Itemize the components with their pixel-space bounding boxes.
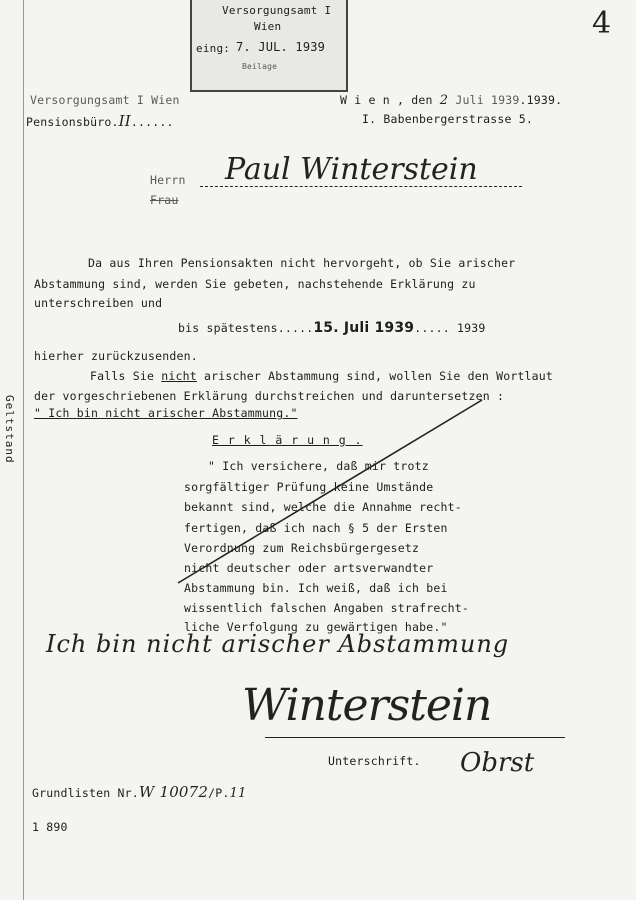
declaration-line-5: Verordnung zum Reichsbürgergesetz <box>184 541 420 555</box>
para1-line1: Da aus Ihren Pensionsakten nicht hervorgeht, ob Sie arischer <box>88 256 516 270</box>
deadline-suffix: ..... 1939 <box>414 321 486 335</box>
grundlisten-line <box>32 783 247 801</box>
para1-line2: Abstammung sind, werden Sie gebeten, nachstehende Erklärung zu <box>34 277 476 291</box>
page-ref-hand: 11 <box>229 786 247 801</box>
stamp-office: Versorgungsamt I <box>222 4 332 17</box>
grundlisten-label: Grundlisten Nr. <box>32 786 139 800</box>
declaration-heading: E r k l ä r u n g . <box>212 433 363 447</box>
address-line: I. Babenbergerstrasse 5. <box>362 112 533 126</box>
declaration-line-9: liche Verfolgung zu gewärtigen habe." <box>184 620 448 634</box>
signature-extra: Obrst <box>460 748 535 778</box>
dept-label: Pensionsbüro. <box>26 115 119 129</box>
form-number: 1 890 <box>32 820 68 834</box>
declaration-line-2: sorgfältiger Prüfung keine Umstände <box>184 480 434 494</box>
return-line: hierher zurückzusenden. <box>34 349 198 363</box>
para2-a: Falls Sie <box>90 369 162 383</box>
frau-label: Frau <box>150 193 179 207</box>
date-stamp: Juli 1939 <box>455 93 520 107</box>
declaration-line-4: fertigen, daß ich nach § 5 der Ersten <box>184 521 448 535</box>
dept-hand: II <box>118 112 131 130</box>
quote-line: " Ich bin nicht arischer Abstammung." <box>34 406 298 420</box>
place: W i e n , den <box>340 93 433 107</box>
para2-nicht: nicht <box>161 369 197 383</box>
handwritten-statement: Ich bin nicht arischer Abstammung <box>46 630 510 658</box>
date-year: .1939. <box>519 93 563 107</box>
declaration-line-3: bekannt sind, welche die Annahme recht- <box>184 500 462 514</box>
stamp-received-label: eing: <box>196 42 231 55</box>
page-ref: /P. <box>208 786 230 800</box>
stamp-sub: Beilage <box>242 62 278 71</box>
declaration-line-6: nicht deutscher oder artsverwandter <box>184 561 434 575</box>
signature-label: Unterschrift. <box>328 754 421 768</box>
page-number: 4 <box>592 6 612 41</box>
date-hand: 2 <box>439 93 449 108</box>
side-margin-text: Geltstand <box>3 395 16 464</box>
para2-b: arischer Abstammung sind, wollen Sie den Wortlaut <box>196 369 554 383</box>
deadline-stamp: 15. Juli 1939 <box>313 320 415 336</box>
dept-dots: ...... <box>130 115 174 129</box>
signature-line <box>265 737 565 738</box>
signature: Winterstein <box>242 680 492 731</box>
stamp-city: Wien <box>254 20 282 33</box>
herrn-label: Herrn <box>150 173 186 187</box>
office-line: Versorgungsamt I Wien <box>30 93 180 107</box>
declaration-line-1: " Ich versichere, daß mir trotz <box>208 459 429 473</box>
declaration-line-7: Abstammung bin. Ich weiß, daß ich bei <box>184 581 448 595</box>
declaration-line-8: wissentlich falschen Angaben strafrecht- <box>184 601 469 615</box>
stamp-date: 7. JUL. 1939 <box>236 40 326 54</box>
para1-line3: unterschreiben und <box>34 296 163 310</box>
addressee-name: Paul Winterstein <box>225 152 478 187</box>
para2-line2: der vorgeschriebenen Erklärung durchstreichen und daruntersetzen : <box>34 389 505 403</box>
grundlisten-hand: W 10072 <box>138 783 209 801</box>
deadline-prefix: bis spätestens..... <box>178 321 314 335</box>
